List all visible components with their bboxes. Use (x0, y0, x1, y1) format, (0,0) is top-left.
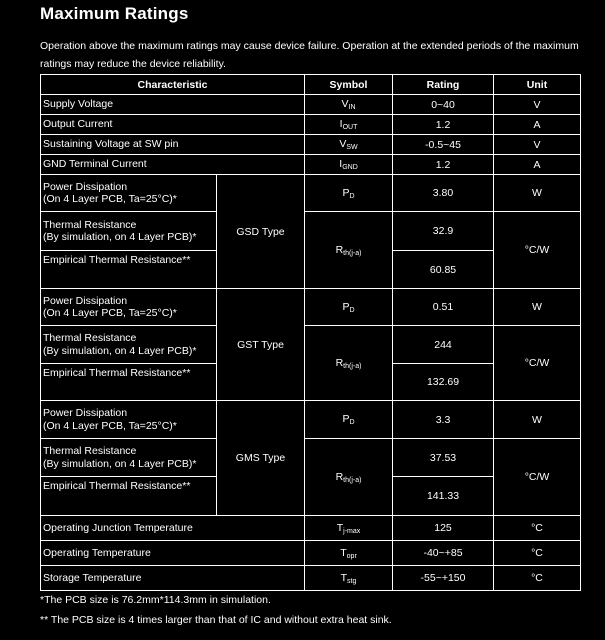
cell-text: -0.5~45 (425, 138, 461, 151)
package-type-cell (217, 401, 305, 516)
cell-text: Sustaining Voltage at SW pin (43, 138, 179, 151)
symbol-subscript: D (349, 419, 355, 426)
cell-text: GND Terminal Current (43, 158, 147, 171)
characteristic-cell (41, 251, 217, 289)
symbol-cell (305, 401, 393, 439)
symbol-letter: V (341, 98, 349, 110)
symbol-letter: P (342, 413, 350, 425)
cell-text: 3.3 (435, 413, 451, 426)
symbol-cell (305, 175, 393, 212)
characteristic-cell (41, 364, 217, 401)
cell-text: °C (531, 522, 543, 534)
table-row (41, 212, 581, 251)
cell-text: Empirical Thermal Resistance** (43, 254, 191, 266)
symbol-cell (305, 289, 393, 326)
symbol-letter: I (339, 158, 343, 170)
symbol-cell (305, 326, 393, 401)
table-row (41, 175, 581, 212)
table-row (41, 401, 581, 439)
rating-cell (393, 251, 494, 289)
symbol-cell (305, 95, 393, 115)
cell-text: °C/W (524, 244, 550, 256)
cell-text: 132.69 (426, 376, 460, 388)
symbol-letter: R (335, 356, 344, 369)
unit-cell (494, 439, 581, 516)
symbol-letter: T (340, 546, 347, 559)
symbol-subscript: GND (342, 164, 358, 171)
cell-text: 1.2 (435, 158, 451, 171)
table-row (41, 289, 581, 326)
rating-cell (393, 439, 494, 477)
cell-text: (On 4 Layer PCB, Ta=25°C)* (43, 307, 177, 319)
cell-text: °C/W (524, 471, 550, 483)
cell-text: 32.9 (432, 225, 454, 237)
table-row (41, 115, 581, 135)
unit-cell (494, 95, 581, 115)
unit-cell (494, 115, 581, 135)
table-row (41, 155, 581, 175)
table-row (41, 566, 581, 591)
package-type-cell (217, 175, 305, 289)
symbol-letter: V (339, 138, 347, 150)
table-row (41, 541, 581, 566)
cell-text: A (533, 158, 541, 171)
cell-text: °C (531, 547, 543, 559)
unit-cell (494, 212, 581, 289)
symbol-subscript: stg (347, 577, 357, 585)
cell-text: W (532, 413, 542, 426)
symbol-cell (305, 115, 393, 135)
cell-text: (On 4 Layer PCB, Ta=25°C)* (43, 419, 177, 432)
table-header-row (41, 75, 581, 95)
cell-text: Output Current (43, 118, 113, 131)
unit-cell (494, 401, 581, 439)
table-row (41, 135, 581, 155)
cell-text: 0.51 (432, 301, 454, 313)
unit-cell (494, 135, 581, 155)
cell-text: V (533, 98, 541, 111)
cell-text: Power Dissipation (43, 180, 128, 193)
unit-cell (494, 175, 581, 212)
cell-text: V (533, 138, 541, 151)
symbol-subscript: th(j-a) (343, 476, 362, 484)
cell-text: 141.33 (426, 490, 460, 502)
symbol-subscript: SW (346, 144, 358, 151)
characteristic-cell (41, 326, 217, 364)
characteristic-cell (41, 289, 217, 326)
symbol-letter: R (335, 243, 344, 256)
rating-cell (393, 477, 494, 516)
symbol-subscript: opr (346, 552, 357, 560)
characteristic-cell (41, 212, 217, 251)
cell-text: 3.80 (432, 187, 454, 199)
cell-text: Storage Temperature (43, 571, 142, 584)
maximum-ratings-table (40, 74, 581, 591)
cell-text: °C/W (524, 357, 550, 369)
cell-text: 37.53 (429, 451, 457, 464)
characteristic-cell (41, 477, 217, 516)
cell-text: W (532, 301, 542, 313)
symbol-cell (305, 135, 393, 155)
characteristic-cell (41, 95, 305, 115)
package-type-cell (217, 289, 305, 401)
cell-text: °C (531, 572, 543, 584)
symbol-letter: P (342, 186, 350, 199)
cell-text: 1.2 (435, 118, 451, 131)
characteristic-cell (41, 155, 305, 175)
symbol-letter: R (335, 470, 344, 483)
cell-text: 60.85 (429, 263, 457, 276)
cell-text: 125 (434, 522, 452, 534)
symbol-subscript: j-max (343, 527, 361, 535)
rating-cell (393, 364, 494, 401)
characteristic-cell (41, 175, 217, 212)
unit-cell (494, 289, 581, 326)
cell-text: Power Dissipation (43, 407, 128, 419)
cell-text: Thermal Resistance (43, 332, 137, 344)
unit-cell (494, 541, 581, 566)
table-row (41, 95, 581, 115)
cell-text: W (532, 187, 542, 199)
symbol-cell (305, 155, 393, 175)
characteristic-cell (41, 439, 217, 477)
characteristic-cell (41, 115, 305, 135)
characteristic-cell (41, 401, 217, 439)
symbol-subscript: OUT (342, 124, 358, 131)
cell-text: 0~40 (431, 98, 455, 111)
header-symbol: Symbol (305, 75, 393, 95)
unit-cell (494, 516, 581, 541)
unit-cell (494, 566, 581, 591)
symbol-cell (305, 541, 393, 566)
symbol-subscript: D (349, 306, 355, 314)
cell-text: (On 4 Layer PCB, Ta=25°C)* (43, 193, 177, 205)
table-row (41, 516, 581, 541)
rating-cell (393, 566, 494, 591)
cell-text: Power Dissipation (43, 294, 128, 307)
cell-text: Empirical Thermal Resistance** (43, 480, 191, 492)
symbol-cell (305, 439, 393, 516)
symbol-letter: T (340, 571, 348, 584)
header-characteristic: Characteristic (41, 75, 305, 95)
cell-text: Operating Temperature (43, 546, 151, 559)
page-title: Maximum Ratings (40, 4, 189, 23)
symbol-cell (305, 516, 393, 541)
cell-text: Operating Junction Temperature (43, 521, 193, 534)
symbol-subscript: th(j-a) (343, 362, 362, 370)
rating-cell (393, 516, 494, 541)
rating-cell (393, 175, 494, 212)
cell-text: (By simulation, on 4 Layer PCB)* (43, 231, 197, 243)
cell-text: (By simulation, on 4 Layer PCB)* (43, 457, 197, 470)
rating-cell (393, 212, 494, 251)
table-row (41, 439, 581, 477)
symbol-subscript: D (349, 192, 355, 200)
symbol-subscript: IN (348, 104, 356, 111)
cell-text: -40~+85 (423, 547, 463, 559)
cell-text: GST Type (237, 338, 284, 351)
characteristic-cell (41, 135, 305, 155)
cell-text: GSD Type (236, 225, 285, 238)
symbol-letter: T (336, 521, 344, 534)
cell-text: (By simulation, on 4 Layer PCB)* (43, 344, 197, 357)
cell-text: Supply Voltage (43, 98, 114, 111)
cell-text: Thermal Resistance (43, 445, 137, 457)
cell-text: GMS Type (235, 452, 286, 464)
symbol-subscript: th(j-a) (343, 249, 362, 257)
symbol-letter: I (339, 118, 343, 130)
table-row (41, 326, 581, 364)
rating-cell (393, 135, 494, 155)
symbol-cell (305, 566, 393, 591)
header-rating: Rating (393, 75, 494, 95)
footnote-1: *The PCB size is 76.2mm*114.3mm in simulation. (40, 594, 271, 606)
rating-cell (393, 155, 494, 175)
cell-text: Thermal Resistance (43, 218, 137, 231)
header-unit: Unit (494, 75, 581, 95)
rating-cell (393, 95, 494, 115)
unit-cell (494, 326, 581, 401)
rating-cell (393, 289, 494, 326)
unit-cell (494, 155, 581, 175)
characteristic-cell (41, 516, 305, 541)
rating-cell (393, 541, 494, 566)
rating-cell (393, 326, 494, 364)
rating-cell (393, 115, 494, 135)
intro-paragraph: Operation above the maximum ratings may cause device failure. Operation at the extended periods of the maximum ratings may reduce the device reliability. (40, 40, 579, 70)
symbol-letter: P (342, 300, 350, 313)
rating-cell (393, 401, 494, 439)
characteristic-cell (41, 566, 305, 591)
characteristic-cell (41, 541, 305, 566)
cell-text: 244 (434, 338, 452, 351)
cell-text: -55~+150 (420, 572, 466, 584)
footnote-2: ** The PCB size is 4 times larger than that of IC and without extra heat sink. (40, 614, 392, 626)
cell-text: A (533, 118, 541, 131)
cell-text: Empirical Thermal Resistance** (43, 367, 191, 379)
symbol-cell (305, 212, 393, 289)
